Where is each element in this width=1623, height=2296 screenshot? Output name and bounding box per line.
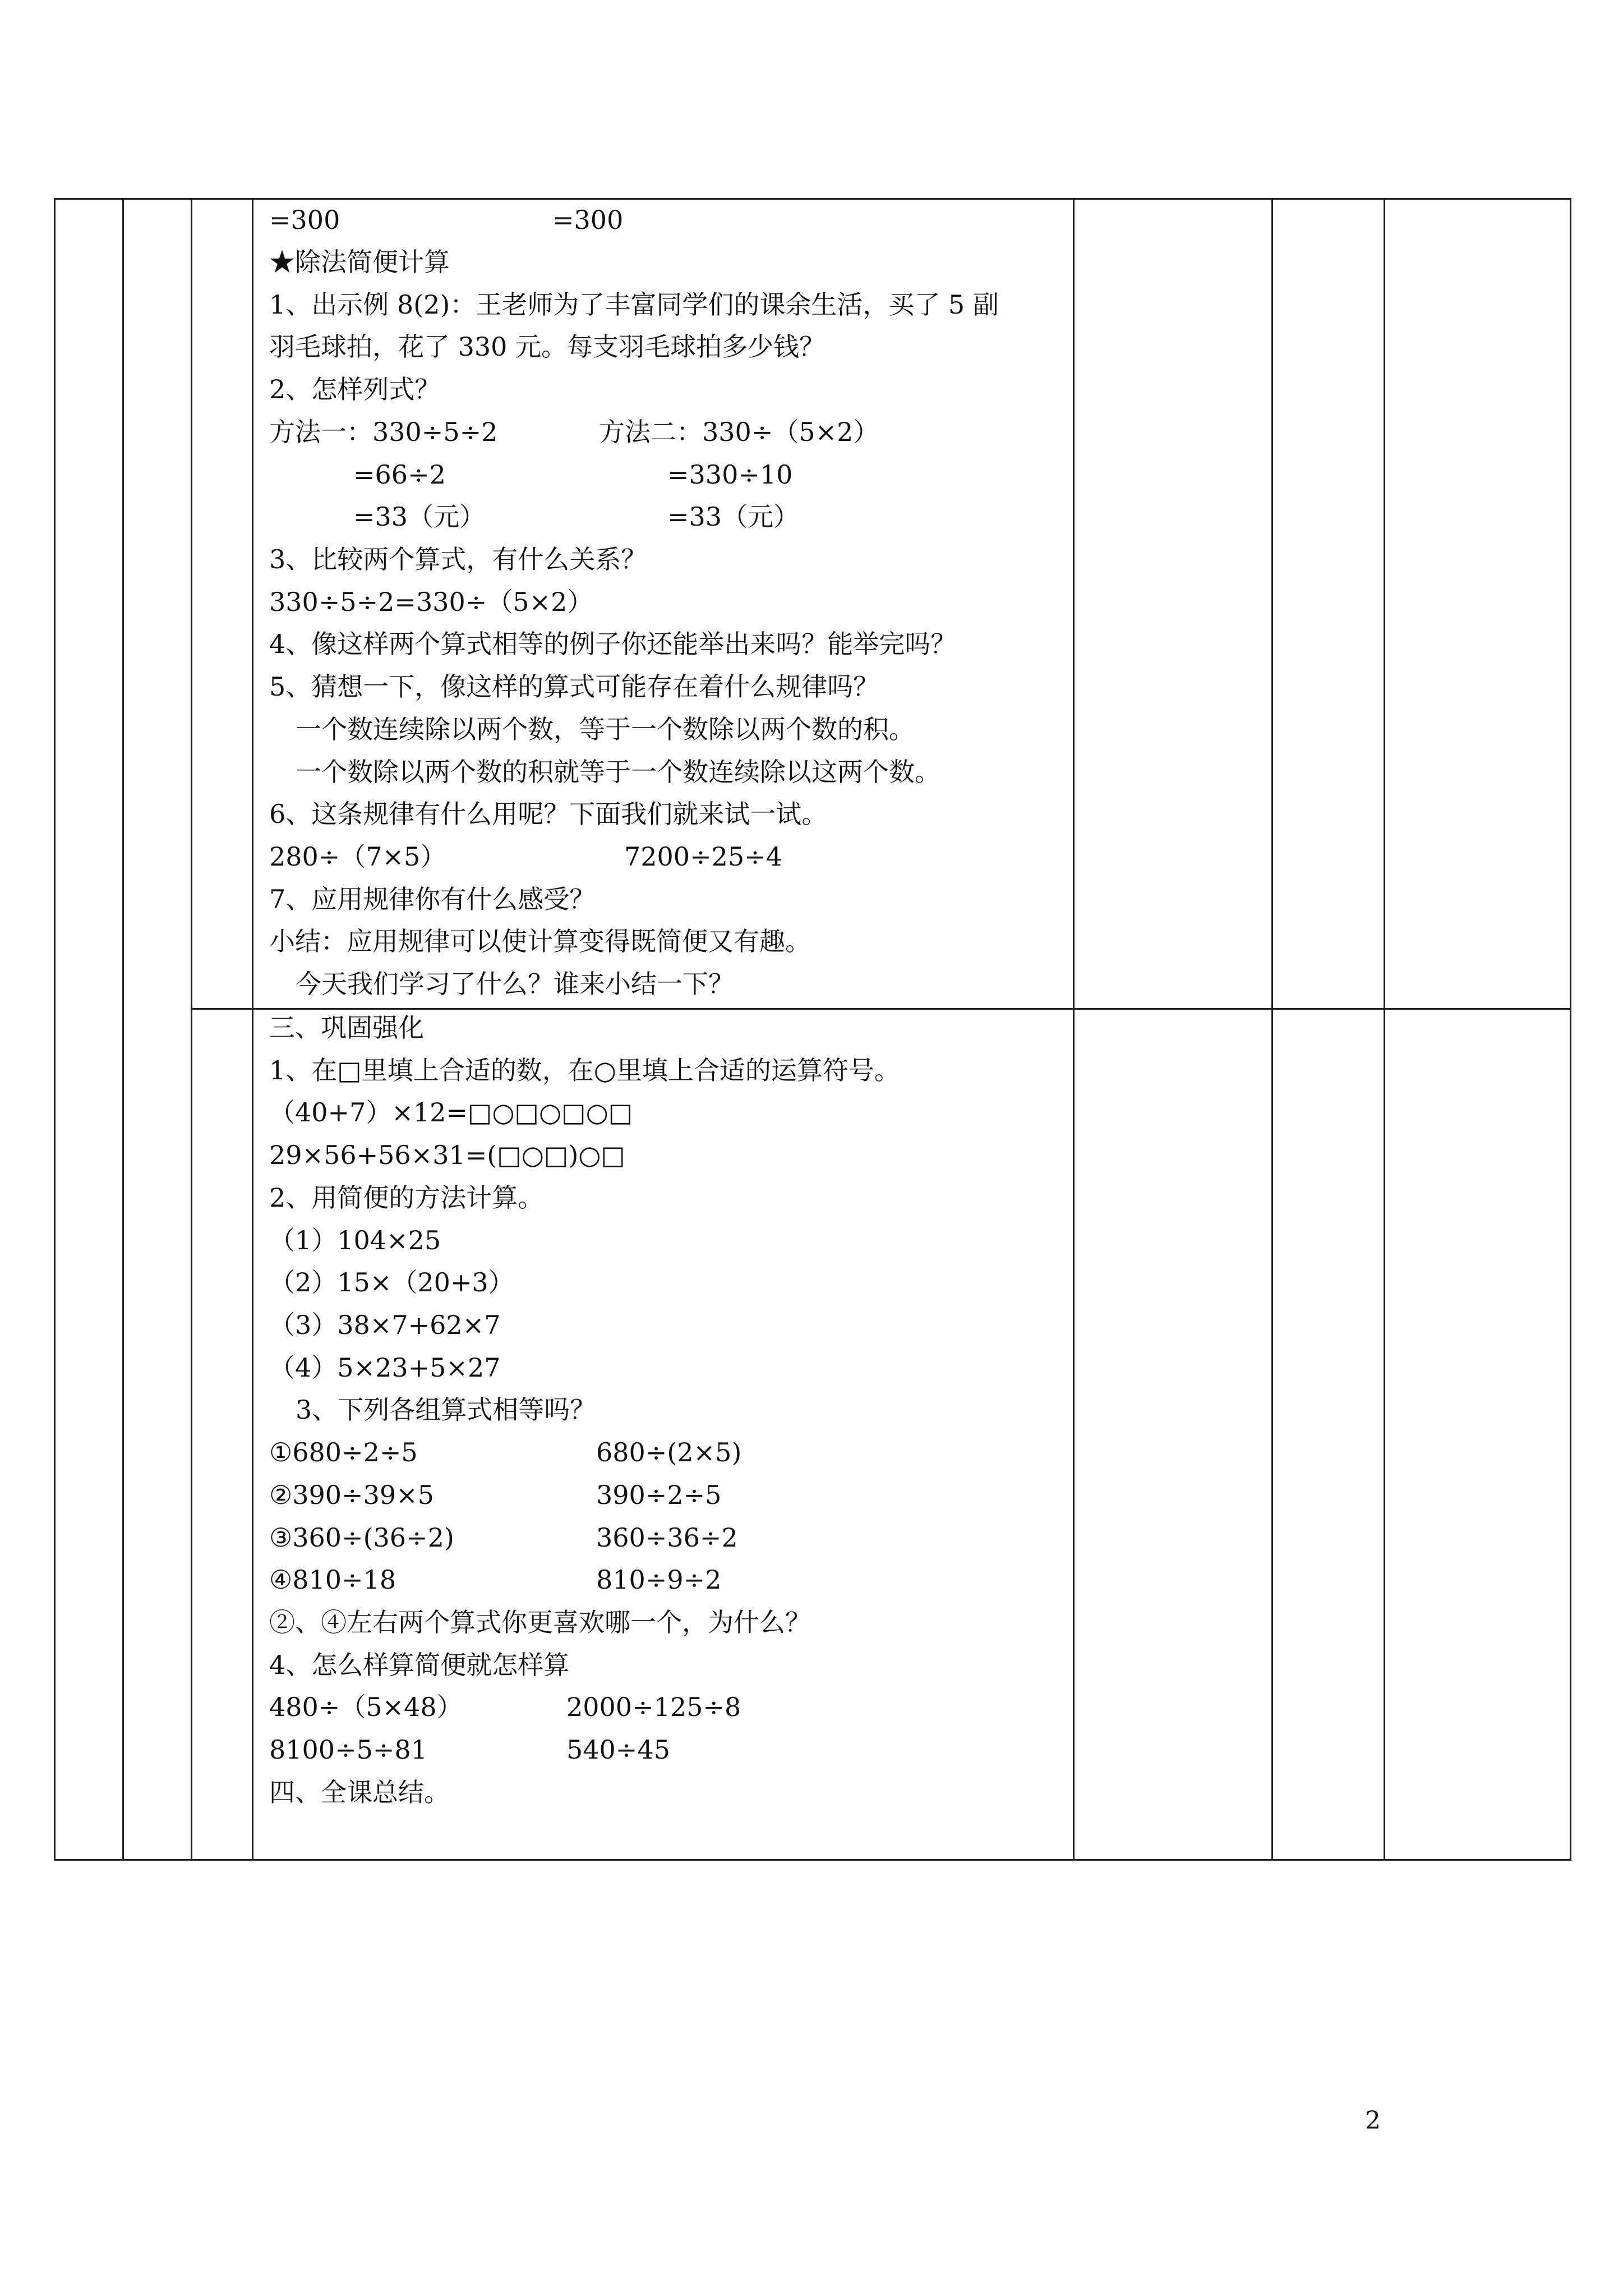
exercise2-item2: （2）15×（20+3）: [269, 1267, 514, 1297]
method-one: 方法一：330÷5÷2: [269, 417, 498, 447]
method-one-result: =33（元）: [353, 501, 486, 532]
line-equals-300-a: =300: [269, 205, 340, 235]
exercise4-expr-a: 480÷（5×48）: [269, 1692, 463, 1722]
table-col-border-3: [191, 198, 192, 1861]
exercise4-expr-c: 8100÷5÷81: [269, 1734, 427, 1765]
exercise3-pair1-left: ①680÷2÷5: [269, 1437, 418, 1467]
exercise3-pair3-left: ③360÷(36÷2): [269, 1522, 454, 1553]
step-feelings: 7、应用规律你有什么感受？: [269, 884, 596, 914]
exercise3-question: ②、④左右两个算式你更喜欢哪一个，为什么？: [269, 1607, 811, 1637]
section-heading-summary: 四、全课总结。: [269, 1777, 450, 1807]
table-col-border-1: [54, 198, 56, 1861]
table-col-border-5: [1073, 198, 1075, 1861]
try-expr-b: 7200÷25÷4: [624, 841, 782, 872]
method-two: 方法二：330÷（5×2）: [599, 417, 879, 447]
exercise3-pair2-right: 390÷2÷5: [596, 1480, 722, 1510]
try-expr-a: 280÷（7×5）: [269, 841, 446, 872]
page-number: 2: [1365, 2106, 1381, 2135]
table-col-border-6: [1271, 198, 1273, 1861]
step-guess-rule: 5、猜想一下，像这样的算式可能存在着什么规律吗？: [269, 671, 879, 702]
exercise4-expr-b: 2000÷125÷8: [566, 1692, 741, 1722]
section-heading-division: ★除法简便计算: [269, 247, 450, 277]
table-bottom-border: [54, 1859, 1571, 1861]
exercise4-prompt: 4、怎么样算简便就怎样算: [269, 1650, 570, 1680]
exercise3-prompt: 3、下列各组算式相等吗？: [296, 1395, 596, 1425]
method-two-step1: =330÷10: [667, 459, 793, 490]
table-row-divider: [191, 1008, 1571, 1010]
exercise3-pair4-left: ④810÷18: [269, 1565, 396, 1595]
summary-question: 今天我们学习了什么？谁来小结一下？: [296, 969, 734, 999]
exercise1-expr-a: （40+7）×12=□○□○□○□: [269, 1097, 633, 1128]
exercise2-item1: （1）104×25: [269, 1225, 441, 1255]
step-how-to-write: 2、怎样列式？: [269, 374, 441, 404]
exercise2-item3: （3）38×7+62×7: [269, 1310, 501, 1340]
exercise3-pair3-right: 360÷36÷2: [596, 1522, 738, 1553]
section-heading-consolidate: 三、巩固强化: [269, 1013, 424, 1043]
exercise3-pair4-right: 810÷9÷2: [596, 1565, 722, 1595]
table-col-border-8: [1570, 198, 1571, 1861]
table-top-border: [54, 198, 1571, 200]
exercise2-item4: （4）5×23+5×27: [269, 1352, 501, 1383]
exercise3-pair1-right: 680÷(2×5): [596, 1437, 742, 1467]
summary-line: 小结：应用规律可以使计算变得既简便又有趣。: [269, 926, 811, 956]
method-two-result: =33（元）: [667, 501, 800, 532]
exercise3-pair2-left: ②390÷39×5: [269, 1480, 434, 1510]
rule-line2: 一个数除以两个数的积就等于一个数连续除以这两个数。: [296, 757, 940, 787]
example-8-line2: 羽毛球拍，花了 330 元。每支羽毛球拍多少钱？: [269, 332, 826, 362]
table-col-border-4: [252, 198, 253, 1861]
example-8-line1: 1、出示例 8(2)：王老师为了丰富同学们的课余生活，买了 5 副: [269, 289, 999, 320]
exercise1-prompt: 1、在□里填上合适的数，在○里填上合适的运算符号。: [269, 1055, 900, 1085]
rule-line1: 一个数连续除以两个数，等于一个数除以两个数的积。: [296, 714, 915, 744]
table-col-border-2: [122, 198, 124, 1861]
equation-equal: 330÷5÷2=330÷（5×2）: [269, 587, 593, 617]
method-one-step1: =66÷2: [353, 459, 446, 490]
exercise1-expr-b: 29×56+56×31=(□○□)○□: [269, 1140, 625, 1170]
exercise2-prompt: 2、用简便的方法计算。: [269, 1182, 544, 1213]
step-try-rule: 6、这条规律有什么用呢？下面我们就来试一试。: [269, 799, 828, 829]
step-compare: 3、比较两个算式，有什么关系？: [269, 544, 647, 574]
step-more-examples: 4、像这样两个算式相等的例子你还能举出来吗？能举完吗？: [269, 629, 957, 659]
table-col-border-7: [1384, 198, 1385, 1861]
line-equals-300-b: =300: [552, 205, 624, 235]
exercise4-expr-d: 540÷45: [566, 1734, 670, 1765]
